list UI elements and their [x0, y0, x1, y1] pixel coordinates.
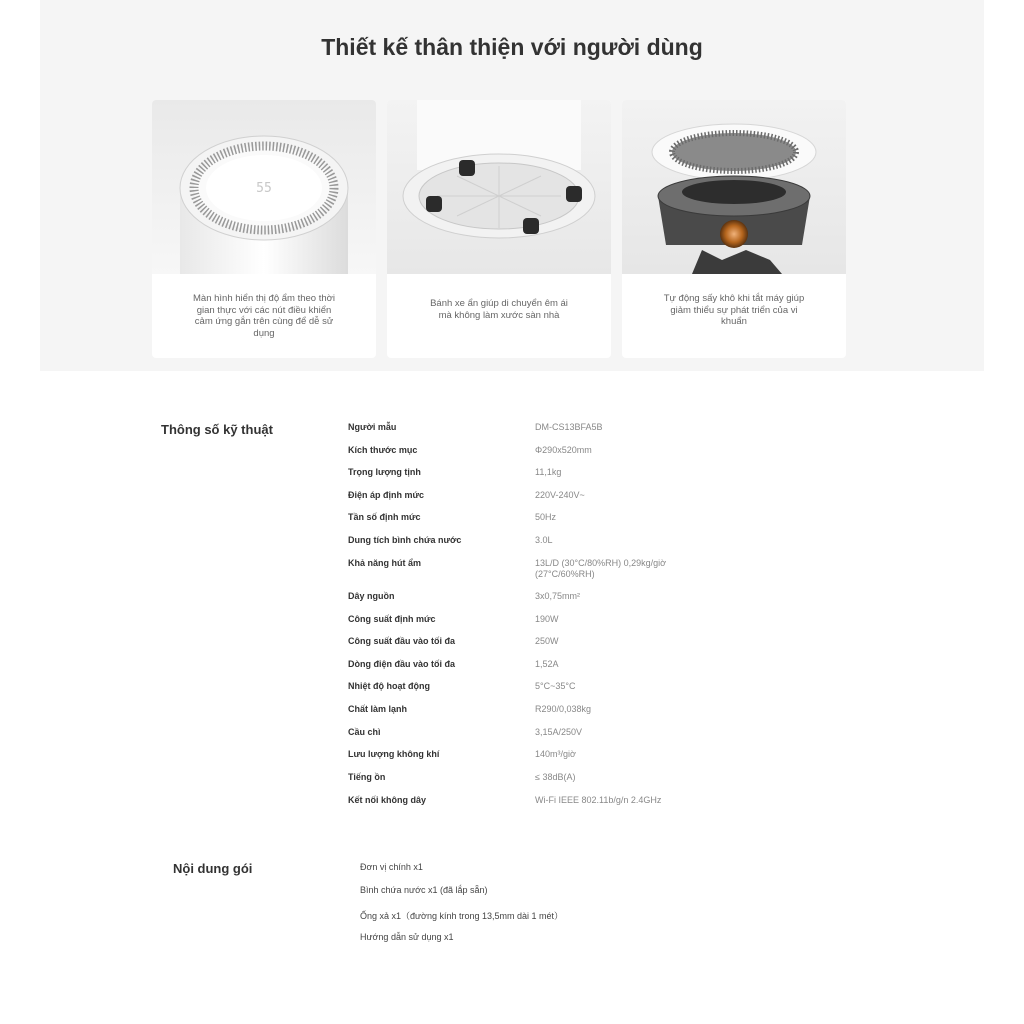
feature-card — [387, 100, 611, 358]
package-item: Ống xả x1（đường kính trong 13,5mm dài 1 mét） — [360, 911, 564, 921]
internal-fan-dryer-image — [622, 100, 846, 274]
spec-value: 250W — [535, 636, 559, 646]
spec-value: R290/0,038kg — [535, 704, 592, 714]
feature-card-text: Bánh xe ẩn giúp di chuyển êm ái mà không làm xước sàn nhà — [430, 298, 568, 321]
spec-row — [348, 467, 848, 489]
feature-card — [622, 100, 846, 358]
humidity-display: 55 — [256, 181, 272, 196]
spec-row — [348, 591, 848, 613]
feature-card-text: Tự động sấy khô khi tắt máy giúp giảm thiểu sự phát triển của vi khuẩn — [663, 293, 805, 327]
spec-label: Kích thước mục — [348, 445, 418, 455]
package-item: Đơn vị chính x1 — [360, 862, 423, 872]
spec-label: Điện áp định mức — [348, 490, 425, 500]
spec-row — [348, 558, 848, 590]
spec-label: Người mẫu — [348, 422, 397, 432]
package-item: Bình chứa nước x1 (đã lắp sẵn) — [360, 885, 488, 895]
spec-label: Công suất đầu vào tối đa — [348, 636, 456, 646]
spec-row — [348, 727, 848, 749]
spec-row — [348, 772, 848, 794]
specs-heading: Thông số kỹ thuật — [161, 422, 273, 437]
spec-row — [348, 490, 848, 512]
spec-value: 11,1kg — [535, 467, 562, 477]
spec-label: Lưu lượng không khí — [348, 749, 440, 759]
spec-row — [348, 659, 848, 681]
spec-row — [348, 614, 848, 636]
design-section — [40, 0, 984, 371]
package-heading: Nội dung gói — [173, 861, 253, 876]
spec-value: 3,15A/250V — [535, 727, 583, 737]
purifier-top-display-image — [152, 100, 376, 274]
spec-row — [348, 749, 848, 771]
spec-row — [348, 512, 848, 534]
feature-card-text: Màn hình hiển thị độ ẩm theo thời gian thực với các nút điều khiển cảm ứng gắn trên cùng để dễ sử dụng — [193, 293, 335, 339]
spec-row — [348, 795, 848, 817]
spec-value: 1,52A — [535, 659, 559, 669]
spec-label: Trọng lượng tịnh — [348, 467, 421, 477]
spec-label: Cầu chì — [348, 727, 381, 737]
spec-row — [348, 681, 848, 703]
spec-row — [348, 535, 848, 557]
spec-value: 3.0L — [535, 535, 553, 545]
spec-value: DM-CS13BFA5B — [535, 422, 603, 432]
spec-label: Tần số định mức — [348, 512, 421, 522]
package-item: Hướng dẫn sử dụng x1 — [360, 932, 454, 942]
spec-value: 190W — [535, 614, 559, 624]
spec-value: Φ290x520mm — [535, 445, 592, 455]
spec-label: Nhiệt độ hoạt động — [348, 681, 430, 691]
caster-wheels-base-image — [387, 100, 611, 274]
spec-label: Dung tích bình chứa nước — [348, 535, 462, 545]
spec-label: Dòng điện đầu vào tối đa — [348, 659, 456, 669]
spec-value: Wi-Fi IEEE 802.11b/g/n 2.4GHz — [535, 795, 662, 805]
design-title: Thiết kế thân thiện với người dùng — [321, 34, 703, 60]
spec-row — [348, 704, 848, 726]
spec-value: ≤ 38dB(A) — [535, 772, 576, 782]
feature-card — [152, 100, 376, 358]
spec-value: 220V-240V~ — [535, 490, 585, 500]
spec-value: 13L/D (30°C/80%RH) 0,29kg/giờ (27°C/60%RH) — [535, 558, 667, 579]
spec-value: 3x0,75mm² — [535, 591, 581, 601]
spec-label: Chất làm lạnh — [348, 704, 408, 714]
spec-row — [348, 636, 848, 658]
spec-label: Công suất định mức — [348, 614, 436, 624]
spec-label: Kết nối không dây — [348, 795, 427, 805]
spec-label: Tiếng ồn — [348, 772, 386, 782]
spec-value: 140m³/giờ — [535, 749, 576, 759]
spec-value: 5°C~35°C — [535, 681, 576, 691]
spec-row — [348, 422, 848, 444]
spec-label: Khả năng hút ẩm — [348, 558, 422, 568]
spec-label: Dây nguồn — [348, 591, 395, 601]
spec-value: 50Hz — [535, 512, 557, 522]
spec-row — [348, 445, 848, 467]
